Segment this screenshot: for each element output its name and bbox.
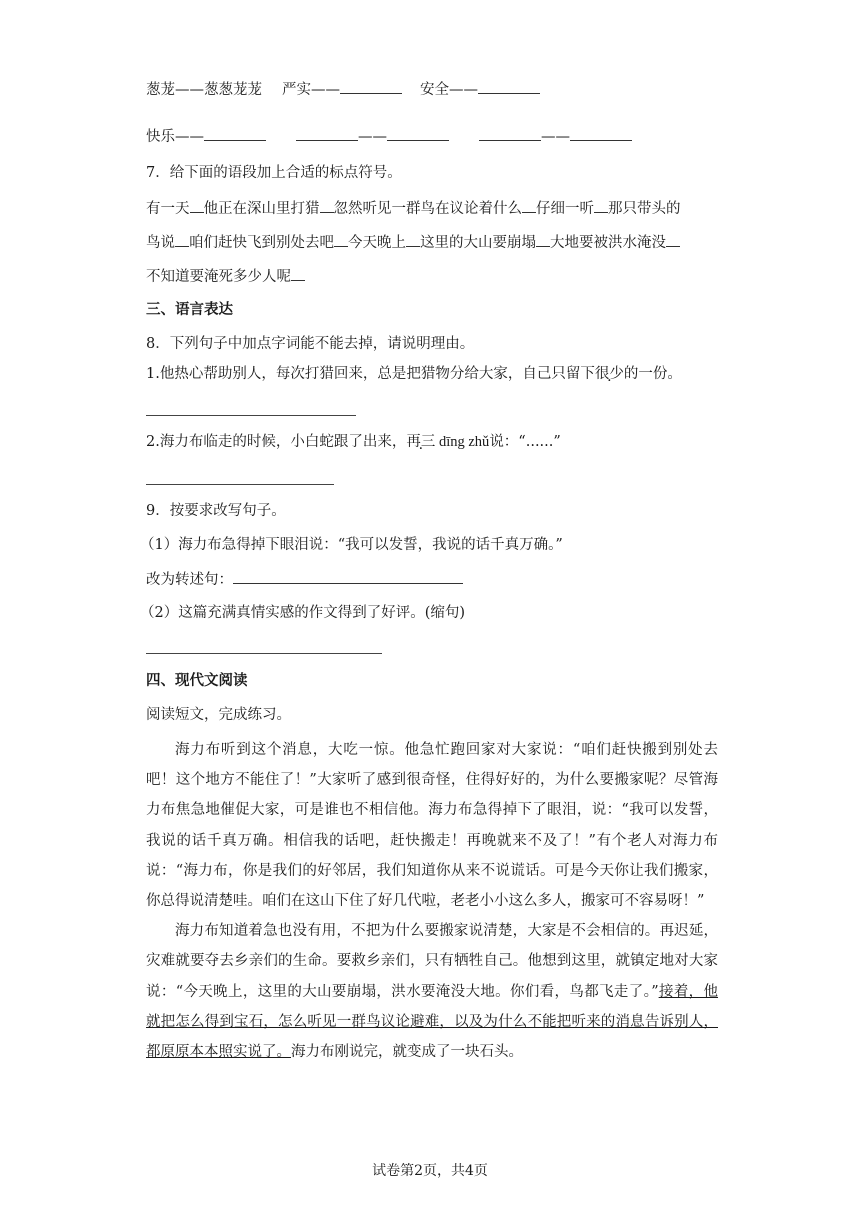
answer-blank[interactable] — [479, 126, 541, 141]
q9-rewrite — [146, 569, 463, 590]
punct-blank[interactable] — [291, 266, 305, 281]
q7-line-2 — [146, 232, 680, 253]
dash: —— — [541, 129, 570, 145]
answer-blank[interactable] — [570, 126, 632, 141]
segment: 鸟说 — [146, 235, 175, 251]
punct-blank[interactable] — [536, 232, 550, 247]
dotted-word: 再三 — [406, 434, 436, 450]
answer-line[interactable] — [146, 415, 356, 416]
segment: 不知道要淹死多少人呢 — [146, 269, 291, 285]
word-anquan: 安全—— — [420, 82, 478, 98]
answer-blank[interactable] — [204, 126, 266, 141]
section-heading: 四、现代文阅读 — [146, 672, 248, 689]
reading-passage — [146, 735, 718, 1067]
section-heading: 三、语言表达 — [146, 301, 233, 318]
q6-row-2 — [146, 126, 632, 147]
paragraph-text: 海力布知道着急也没有用，不把为什么要搬家说清楚，大家是不会相信的。再迟延，灾难就要夺去乡亲们的生命。要救乡亲们，只有牺牲自己。他想到这里，就镇定地对大家说：“今天晚上，这里的大山要崩塌，洪水要淹没大地。你们看，鸟都飞走了。” — [146, 923, 718, 1000]
word-yanshi: 严实—— — [282, 82, 340, 98]
segment: 那只带头的 — [608, 201, 681, 217]
sentence-text: 2.海力布临走的时候，小白蛇跟了出来， — [146, 434, 407, 450]
segment: 大地要被洪水淹没 — [550, 235, 666, 251]
word-kuaile: 快乐—— — [146, 129, 204, 145]
q7-line-3 — [146, 266, 305, 287]
segment: 他正在深山里打猎 — [203, 201, 320, 217]
example-pair: 葱茏——葱葱茏茏 — [146, 82, 262, 98]
punct-blank[interactable] — [594, 198, 608, 213]
punct-blank[interactable] — [175, 232, 189, 247]
answer-blank[interactable] — [340, 79, 402, 94]
q8-sentence-1 — [146, 364, 682, 384]
paragraph-text: 海力布刚说完，就变成了一块石头。 — [291, 1044, 523, 1061]
segment: 有一天 — [146, 201, 190, 217]
punct-blank[interactable] — [190, 198, 204, 213]
answer-blank[interactable] — [478, 79, 540, 94]
answer-blank[interactable] — [296, 126, 358, 141]
q8-heading: 8．下列句子中加点字词能不能去掉，请说明理由。 — [146, 336, 475, 352]
q6-row-1 — [146, 79, 540, 100]
pinyin: dīng zhǔ — [435, 434, 490, 450]
punct-blank[interactable] — [320, 198, 334, 213]
answer-line[interactable] — [146, 484, 334, 485]
punct-blank[interactable] — [522, 198, 536, 213]
answer-line[interactable] — [146, 653, 382, 654]
q8-sentence-2 — [146, 432, 561, 452]
rewrite-label: 改为转述句： — [146, 572, 233, 588]
passage-paragraph-2 — [146, 916, 718, 1067]
segment: 今天晚上 — [348, 235, 406, 251]
sentence-text: 的一份。 — [623, 366, 682, 382]
dotted-word: 很少 — [594, 366, 624, 382]
reading-intro: 阅读短文，完成练习。 — [146, 707, 291, 723]
sentence-text: 说：“......” — [489, 434, 561, 450]
segment: 忽然听见一群鸟在议论着什么 — [333, 201, 522, 217]
answer-blank[interactable] — [233, 569, 463, 584]
page-footer: 试卷第2页，共4页 — [372, 1163, 488, 1179]
passage-paragraph-1: 海力布听到这个消息，大吃一惊。他急忙跑回家对大家说：“咱们赶快搬到别处去吧！这个地方不能住了！”大家听了感到很奇怪，住得好好的，为什么要搬家呢？尽管海力布焦急地催促大家，可是谁也不相信他。海力布急得掉下了眼泪，说：“我可以发誓，我说的话千真万确。相信我的话吧，赶快搬走！再晚就来不及了！”有个老人对海力布说：“海力布，你是我们的好邻居，我们知道你从来不说谎话。可是今天你让我们搬家，你总得说清楚哇。咱们在这山下住了好几代啦，老老小小这么多人，搬家可不容易呀！” — [146, 742, 718, 910]
punct-blank[interactable] — [666, 232, 680, 247]
segment: 仔细一听 — [536, 201, 594, 217]
q7-heading: 7．给下面的语段加上合适的标点符号。 — [146, 165, 402, 181]
underlined-sentence: 接着，他就把怎么得到宝石，怎么听见一群鸟议论避难，以及为什么不能把听来的消息告诉别人，都原原本本照实说了。 — [146, 983, 719, 1061]
q9-part-1: （1）海力布急得掉下眼泪说：“我可以发誓，我说的话千真万确。” — [140, 537, 563, 553]
sentence-text: 1.他热心帮助别人，每次打猎回来，总是把猎物分给大家，自己只留下 — [146, 366, 595, 382]
q9-heading: 9．按要求改写句子。 — [146, 503, 286, 519]
punct-blank[interactable] — [406, 232, 420, 247]
answer-blank[interactable] — [387, 126, 449, 141]
dash: —— — [358, 129, 387, 145]
q7-line-1 — [146, 198, 681, 219]
punct-blank[interactable] — [334, 232, 348, 247]
q9-part-2: （2）这篇充满真情实感的作文得到了好评。(缩句) — [140, 605, 466, 621]
segment: 咱们赶快飞到别处去吧 — [189, 235, 334, 251]
segment: 这里的大山要崩塌 — [420, 235, 536, 251]
